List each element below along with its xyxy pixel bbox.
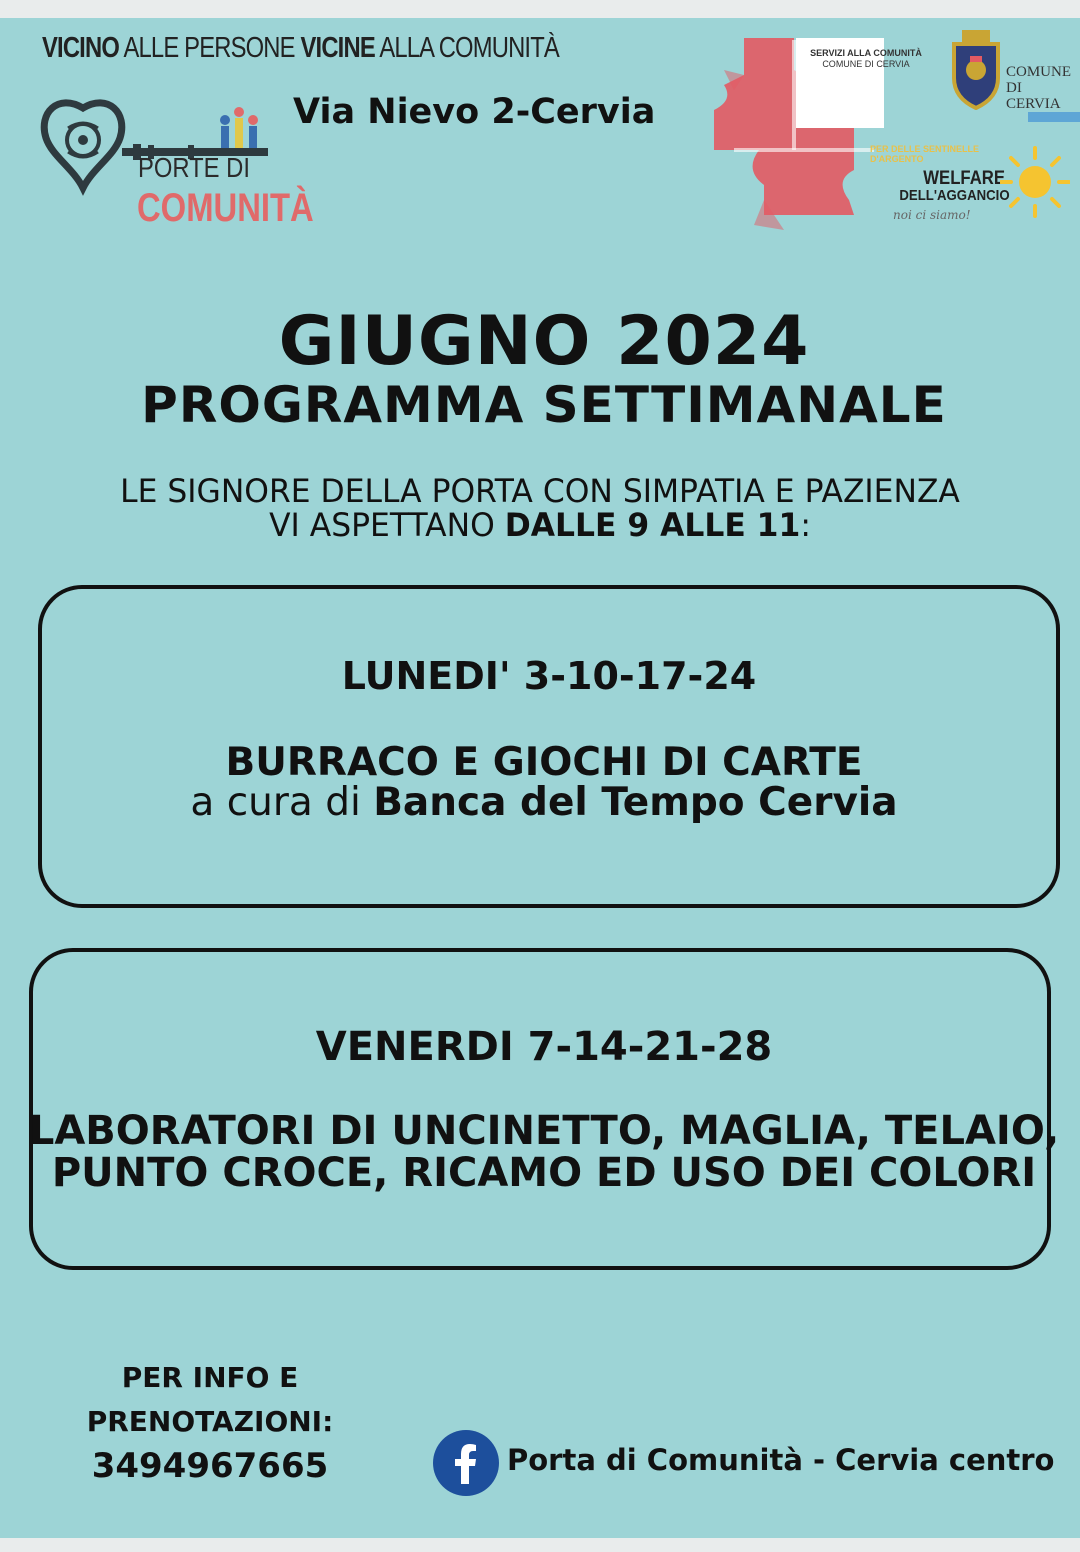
logo-servizi-line2: COMUNE DI CERVIA (822, 59, 910, 69)
intro-line2 (11, 508, 1069, 542)
event-friday-day: VENERDI 7-14-21-28 (315, 1024, 773, 1070)
intro-text (0, 474, 1080, 542)
tagline (42, 32, 559, 65)
logo-welfare-tagline: noi ci siamo! (893, 208, 971, 222)
intro-line2-a: VI ASPETTANO (269, 506, 505, 544)
event-monday-activity: BURRACO E GIOCHI DI CARTE (225, 740, 863, 785)
event-friday-activity-line2: PUNTO CROCE, RICAMO ED USO DEI COLORI (51, 1150, 1037, 1196)
intro-line2-c: : (800, 506, 811, 544)
contact-line1: PER INFO E (121, 1361, 299, 1394)
page-title: GIUGNO 2024 (278, 302, 810, 381)
address: Via Nievo 2-Cervia (293, 92, 656, 132)
logo-comune-line1: COMUNE (1006, 64, 1072, 80)
contact-info (60, 1356, 360, 1488)
intro-line1: LE SIGNORE DELLA PORTA CON SIMPATIA E PAZIENZA (120, 472, 960, 510)
tagline-word-vicino: VICINO (42, 32, 120, 64)
organizer-prefix: a cura di (190, 780, 374, 825)
decorative-stripe (1028, 110, 1080, 124)
logo-porte-line1: PORTE DI (138, 152, 250, 183)
facebook-page-link[interactable]: Porta di Comunità - Cervia centro (507, 1443, 1055, 1477)
logo-servizi-text (798, 48, 934, 70)
contact-line2: PRENOTAZIONI: (86, 1405, 334, 1438)
logo-welfare-line1: WELFARE (923, 168, 1005, 189)
logo-servizi-line1: SERVIZI ALLA COMUNITÀ (810, 48, 922, 58)
event-friday-activity-line1: LABORATORI DI UNCINETTO, MAGLIA, TELAIO, (28, 1108, 1060, 1154)
intro-hours: DALLE 9 ALLE 11 (504, 506, 801, 544)
logo-porte-line2: COMUNITÀ (137, 186, 314, 230)
page-subtitle: PROGRAMMA SETTIMANALE (141, 376, 947, 434)
tagline-word-vicine: VICINE (300, 32, 375, 64)
logo-comune-line2: DI CERVIA (1006, 80, 1061, 112)
crest-icon (950, 28, 1002, 110)
bottom-strip (0, 1538, 1080, 1552)
tagline-part: ALLE PERSONE (119, 32, 301, 64)
sun-icon (1000, 142, 1070, 222)
logo-welfare-line2: DELL'AGGANCIO (899, 187, 1010, 204)
contact-phone[interactable]: 3494967665 (91, 1446, 329, 1486)
logo-welfare-main (899, 168, 1010, 204)
event-monday-day: LUNEDI' 3-10-17-24 (341, 654, 757, 698)
event-monday-organizer (0, 780, 1080, 825)
facebook-icon[interactable] (433, 1430, 499, 1496)
tagline-part-2: ALLA COMUNITÀ (374, 32, 559, 64)
logo-comune-text (1006, 64, 1080, 112)
logo-welfare-small: PER DELLE SENTINELLE D'ARGENTO (870, 144, 980, 164)
organizer-name: Banca del Tempo Cervia (373, 780, 898, 825)
